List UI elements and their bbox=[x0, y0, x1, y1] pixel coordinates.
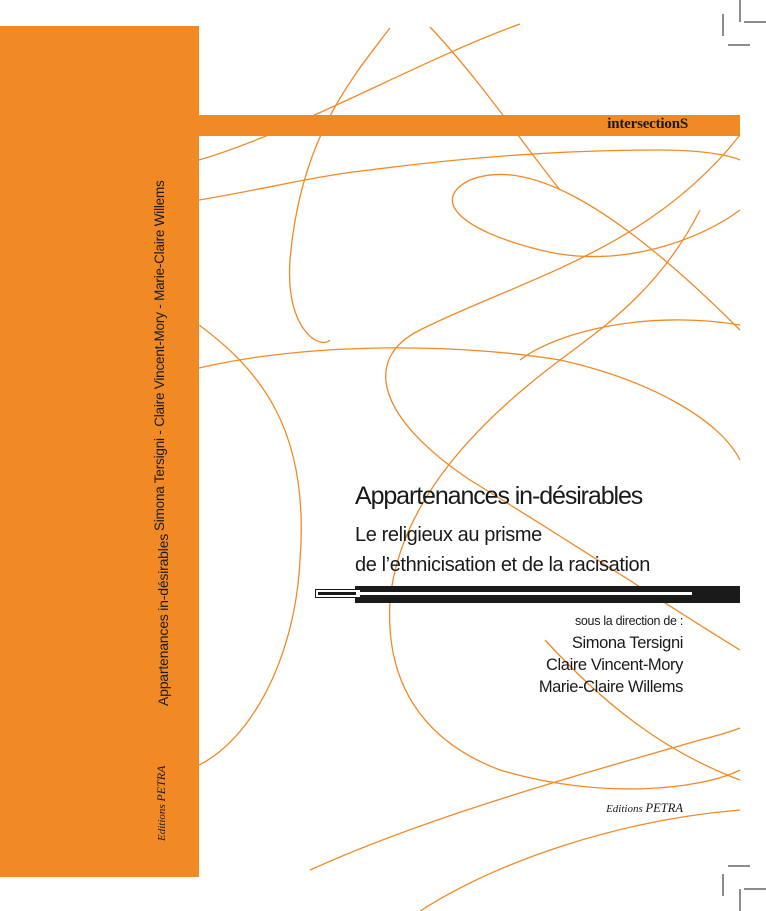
spine-publisher-brand: PETRA bbox=[154, 765, 168, 802]
spine-publisher-prefix: Editions bbox=[156, 804, 168, 841]
spine-title: Appartenances in-désirables bbox=[155, 533, 171, 706]
series-name: intersectionS bbox=[607, 116, 688, 132]
editor-name: Simona Tersigni bbox=[571, 634, 683, 652]
editor-name: Claire Vincent-Mory bbox=[546, 656, 683, 674]
book-subtitle-line-2: de l’ethnicisation et de la racisation bbox=[355, 554, 650, 576]
direction-label: sous la direction de : bbox=[574, 614, 683, 628]
publisher-brand: PETRA bbox=[645, 801, 683, 815]
editor-name: Marie-Claire Willems bbox=[538, 678, 683, 696]
book-title: Appartenances in-désirables bbox=[355, 482, 643, 510]
book-subtitle-line-1: Le religieux au prisme bbox=[355, 524, 542, 546]
spine-authors: Simona Tersigni - Claire Vincent-Mory - Marie-Claire Willems bbox=[152, 180, 167, 531]
publisher-prefix: Editions bbox=[606, 803, 643, 815]
